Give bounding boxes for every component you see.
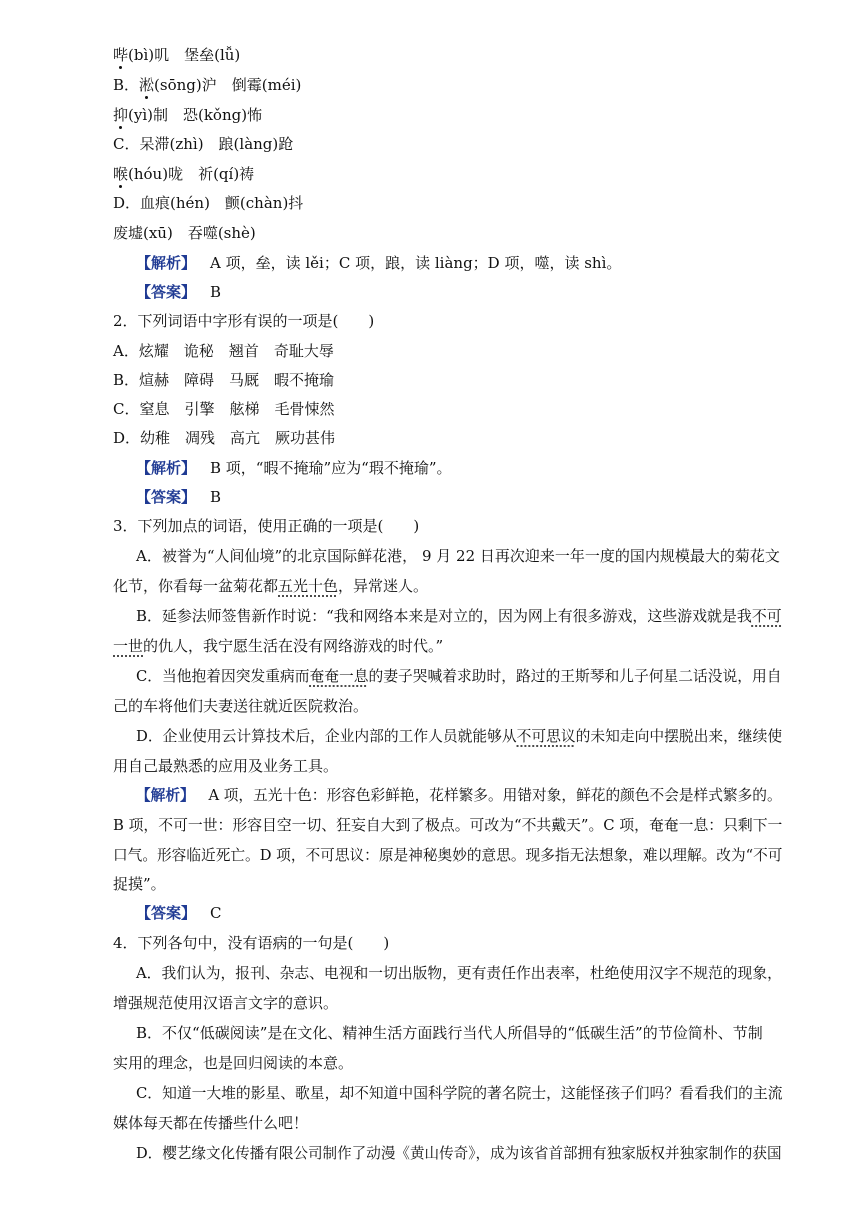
q2-option-a: A．炫耀 诡秘 翘首 奇耻大辱 xyxy=(113,342,334,360)
q4-option-c-line1: C．知道一大堆的影星、歌星，却不知道中国科学院的著名院士，这能怪孩子们吗？看看我们的主流 xyxy=(136,1084,783,1102)
dotted-char: 抑 xyxy=(113,106,129,124)
q2-option-c: C．窒息 引擎 舷梯 毛骨悚然 xyxy=(113,400,335,418)
q1-option-c-line1: C．呆滞(zhì) 踉(làng)跄 xyxy=(113,135,294,153)
q3-option-c-line1: C．当他抱着因突发重病而奄奄一息的妻子哭喊着求助时，路过的王斯琴和儿子何星二话没说，用自 xyxy=(136,667,782,685)
dotted-word: 奄奄一息 xyxy=(309,667,369,685)
q1-option-a-line2: 哔(bì)叽 堡垒(lǚ) xyxy=(113,46,241,64)
q1-option-d-line1: D．血痕(hén) 颤(chàn)抖 xyxy=(113,194,304,212)
q4-option-b-line2: 实用的理念，也是回归阅读的本意。 xyxy=(113,1054,354,1072)
dotted-char: 哔 xyxy=(113,46,129,64)
q4-option-c-line2: 媒体每天都在传播些什么吧！ xyxy=(113,1114,309,1132)
q1-option-c-line2: 喉(hóu)咙 祈(qí)祷 xyxy=(113,165,255,183)
q3-answer: 【答案】 C xyxy=(136,904,222,922)
analysis-tag: 【解析】 xyxy=(136,254,197,272)
dotted-char: 喉 xyxy=(113,165,129,183)
q4-option-a-line1: A．我们认为，报刊、杂志、电视和一切出版物，更有责任作出表率，杜绝使用汉字不规范的现象， xyxy=(136,964,782,982)
q2-stem: 2．下列词语中字形有误的一项是( ) xyxy=(113,312,375,330)
dotted-word: 不可 xyxy=(751,607,782,625)
analysis-tag: 【解析】 xyxy=(136,786,195,804)
q1-answer: 【答案】 B xyxy=(136,283,222,301)
q1-analysis: 【解析】 A 项，垒，读 lěi；C 项，踉，读 liàng；D 项，噬，读 shì。 xyxy=(136,254,622,272)
q3-option-d-line2: 用自己最熟悉的应用及业务工具。 xyxy=(113,757,339,775)
answer-tag: 【答案】 xyxy=(136,488,197,506)
dotted-word: 不可思议 xyxy=(516,727,576,745)
q3-option-a-line2: 化节，你看每一盆菊花都五光十色，异常迷人。 xyxy=(113,577,429,595)
q3-analysis-line4: 捉摸”。 xyxy=(113,875,166,893)
q2-analysis: 【解析】 B 项，“暇不掩瑜”应为“瑕不掩瑜”。 xyxy=(136,459,452,477)
answer-tag: 【答案】 xyxy=(136,904,197,922)
q3-analysis-line3: 口气。形容临近死亡。D 项，不可思议：原是神秘奥妙的意思。现多指无法想象，难以理解。改为“不可 xyxy=(113,846,783,864)
q3-option-d-line1: D．企业使用云计算技术后，企业内部的工作人员就能够从不可思议的未知走向中摆脱出来，继续使 xyxy=(136,727,783,745)
q3-analysis-line1: 【解析】 A 项，五光十色：形容色彩鲜艳，花样繁多。用错对象，鲜花的颜色不会是样式繁多的。 xyxy=(136,786,782,804)
q3-analysis-line2: B 项，不可一世：形容目空一切、狂妄自大到了极点。可改为“不共戴天”。C 项，奄奄一息：只剩下一 xyxy=(113,816,783,834)
q1-option-b-line2: 抑(yì)制 恐(kǒng)怖 xyxy=(113,106,263,124)
q2-option-b: B．煊赫 障碍 马厩 暇不掩瑜 xyxy=(113,371,335,389)
dotted-char: 淞 xyxy=(139,76,155,94)
q3-option-c-line2: 己的车将他们夫妻送往就近医院救治。 xyxy=(113,697,369,715)
dotted-word: 五光十色 xyxy=(278,577,339,595)
q2-option-d: D．幼稚 凋残 高亢 厥功甚伟 xyxy=(113,429,336,447)
q3-option-b-line1: B．延参法师签售新作时说：“我和网络本来是对立的，因为网上有很多游戏，这些游戏就是我不可 xyxy=(136,607,782,625)
q4-stem: 4．下列各句中，没有语病的一句是( ) xyxy=(113,934,390,952)
q3-stem: 3．下列加点的词语，使用正确的一项是( ) xyxy=(113,517,420,535)
q4-option-a-line2: 增强规范使用汉语言文字的意识。 xyxy=(113,994,339,1012)
q3-option-b-line2: 一世的仇人，我宁愿生活在没有网络游戏的时代。” xyxy=(113,637,444,655)
q2-answer: 【答案】 B xyxy=(136,488,222,506)
q4-option-b-line1: B．不仅“低碳阅读”是在文化、精神生活方面践行当代人所倡导的“低碳生活”的节俭简朴、节制 xyxy=(136,1024,763,1042)
answer-tag: 【答案】 xyxy=(136,283,197,301)
q3-option-a-line1: A．被誉为“人间仙境”的北京国际鲜花港， 9 月 22 日再次迎来一年一度的国内规模最大的菊花文 xyxy=(136,547,780,565)
analysis-tag: 【解析】 xyxy=(136,459,197,477)
dotted-word: 一世 xyxy=(113,637,144,655)
q4-option-d-line1: D．樱艺缘文化传播有限公司制作了动漫《黄山传奇》，成为该省首部拥有独家版权并独家制作的获国 xyxy=(136,1144,782,1162)
q1-option-b-line1: B．淞(sōng)沪 倒霉(méi) xyxy=(113,76,302,94)
q1-option-d-line2: 废墟(xū) 吞噬(shè) xyxy=(113,224,256,242)
